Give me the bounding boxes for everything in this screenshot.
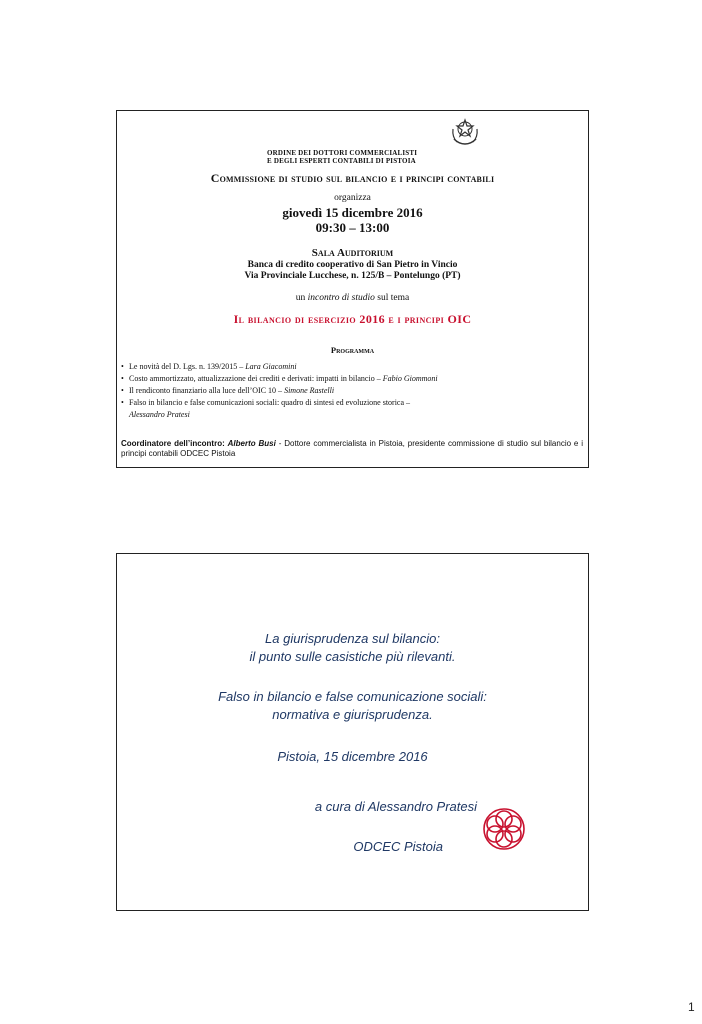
event-datetime xyxy=(117,205,588,235)
slide2-line-3: Falso in bilancio e false comunicazione sociali: xyxy=(218,689,487,704)
program-item-speaker: Fabio Giommoni xyxy=(382,374,438,383)
program-item-speaker: Alessandro Pratesi xyxy=(129,410,190,419)
commission-title: Commissione di studio sul bilancio e i principi contabili xyxy=(210,171,495,185)
page-number: 1 xyxy=(688,1000,695,1014)
slide2-line-4: normativa e giurisprudenza. xyxy=(272,707,433,722)
venue-hall: Sala Auditorium xyxy=(311,247,394,259)
program-list xyxy=(121,361,583,421)
venue-address-line-1: Banca di credito cooperativo di San Pietro in Vincio xyxy=(247,260,458,270)
slide2-org: ODCEC Pistoia xyxy=(353,839,443,854)
program-item-text: Il rendiconto finanziario alla luce dell’OIC 10 – xyxy=(129,386,285,395)
tema-pre: un xyxy=(295,293,308,303)
slide-2 xyxy=(116,553,589,911)
program-label: Programma xyxy=(330,345,375,355)
tema-post: sul tema xyxy=(374,293,410,303)
venue-address xyxy=(117,260,588,282)
event-date: giovedì 15 dicembre 2016 xyxy=(282,205,423,220)
tema-intro xyxy=(117,293,588,303)
odcec-logo-icon xyxy=(481,806,527,852)
org-line-2: E DEGLI ESPERTI CONTABILI DI PISTOIA xyxy=(267,157,416,165)
main-title: Il bilancio di esercizio 2016 e i principi OIC xyxy=(233,312,472,326)
program-item-speaker: Lara Giacomini xyxy=(245,362,297,371)
slide2-line-2: il punto sulle casistiche più rilevanti. xyxy=(249,649,456,664)
italian-republic-emblem-icon xyxy=(449,117,481,147)
organizes-text: organizza xyxy=(334,193,371,203)
program-item xyxy=(121,373,583,385)
coordinator-desc: - Dottore commercialista in Pistoia, presidente commissione di studio sul bilancio e i principi contabili ODCEC Pistoia xyxy=(121,439,584,458)
program-item-speaker: Simone Rastelli xyxy=(284,386,335,395)
org-name xyxy=(117,149,588,165)
event-time: 09:30 – 13:00 xyxy=(315,220,390,235)
slide-1 xyxy=(116,110,589,468)
slide2-date: Pistoia, 15 dicembre 2016 xyxy=(277,749,428,764)
slide2-line-1: La giurisprudenza sul bilancio: xyxy=(265,631,440,646)
program-item xyxy=(121,361,583,373)
venue-address-line-2: Via Provinciale Lucchese, n. 125/B – Pontelungo (PT) xyxy=(244,271,461,281)
program-item xyxy=(121,397,583,409)
program-item-text: Le novità del D. Lgs. n. 139/2015 – xyxy=(129,362,246,371)
program-item-text: Costo ammortizzato, attualizzazione dei crediti e derivati: impatti in bilancio – xyxy=(129,374,383,383)
slide2-author: a cura di Alessandro Pratesi xyxy=(314,799,477,814)
coordinator-name: Alberto Busi xyxy=(227,439,276,448)
tema-em: incontro di studio xyxy=(307,293,375,303)
coordinator xyxy=(121,439,583,459)
coordinator-label: Coordinatore dell’incontro: xyxy=(121,439,225,448)
program-item-text: Falso in bilancio e false comunicazioni sociali: quadro di sintesi ed evoluzione storica – xyxy=(129,398,411,407)
org-line-1: ORDINE DEI DOTTORI COMMERCIALISTI xyxy=(267,149,418,157)
program-item xyxy=(121,385,583,397)
